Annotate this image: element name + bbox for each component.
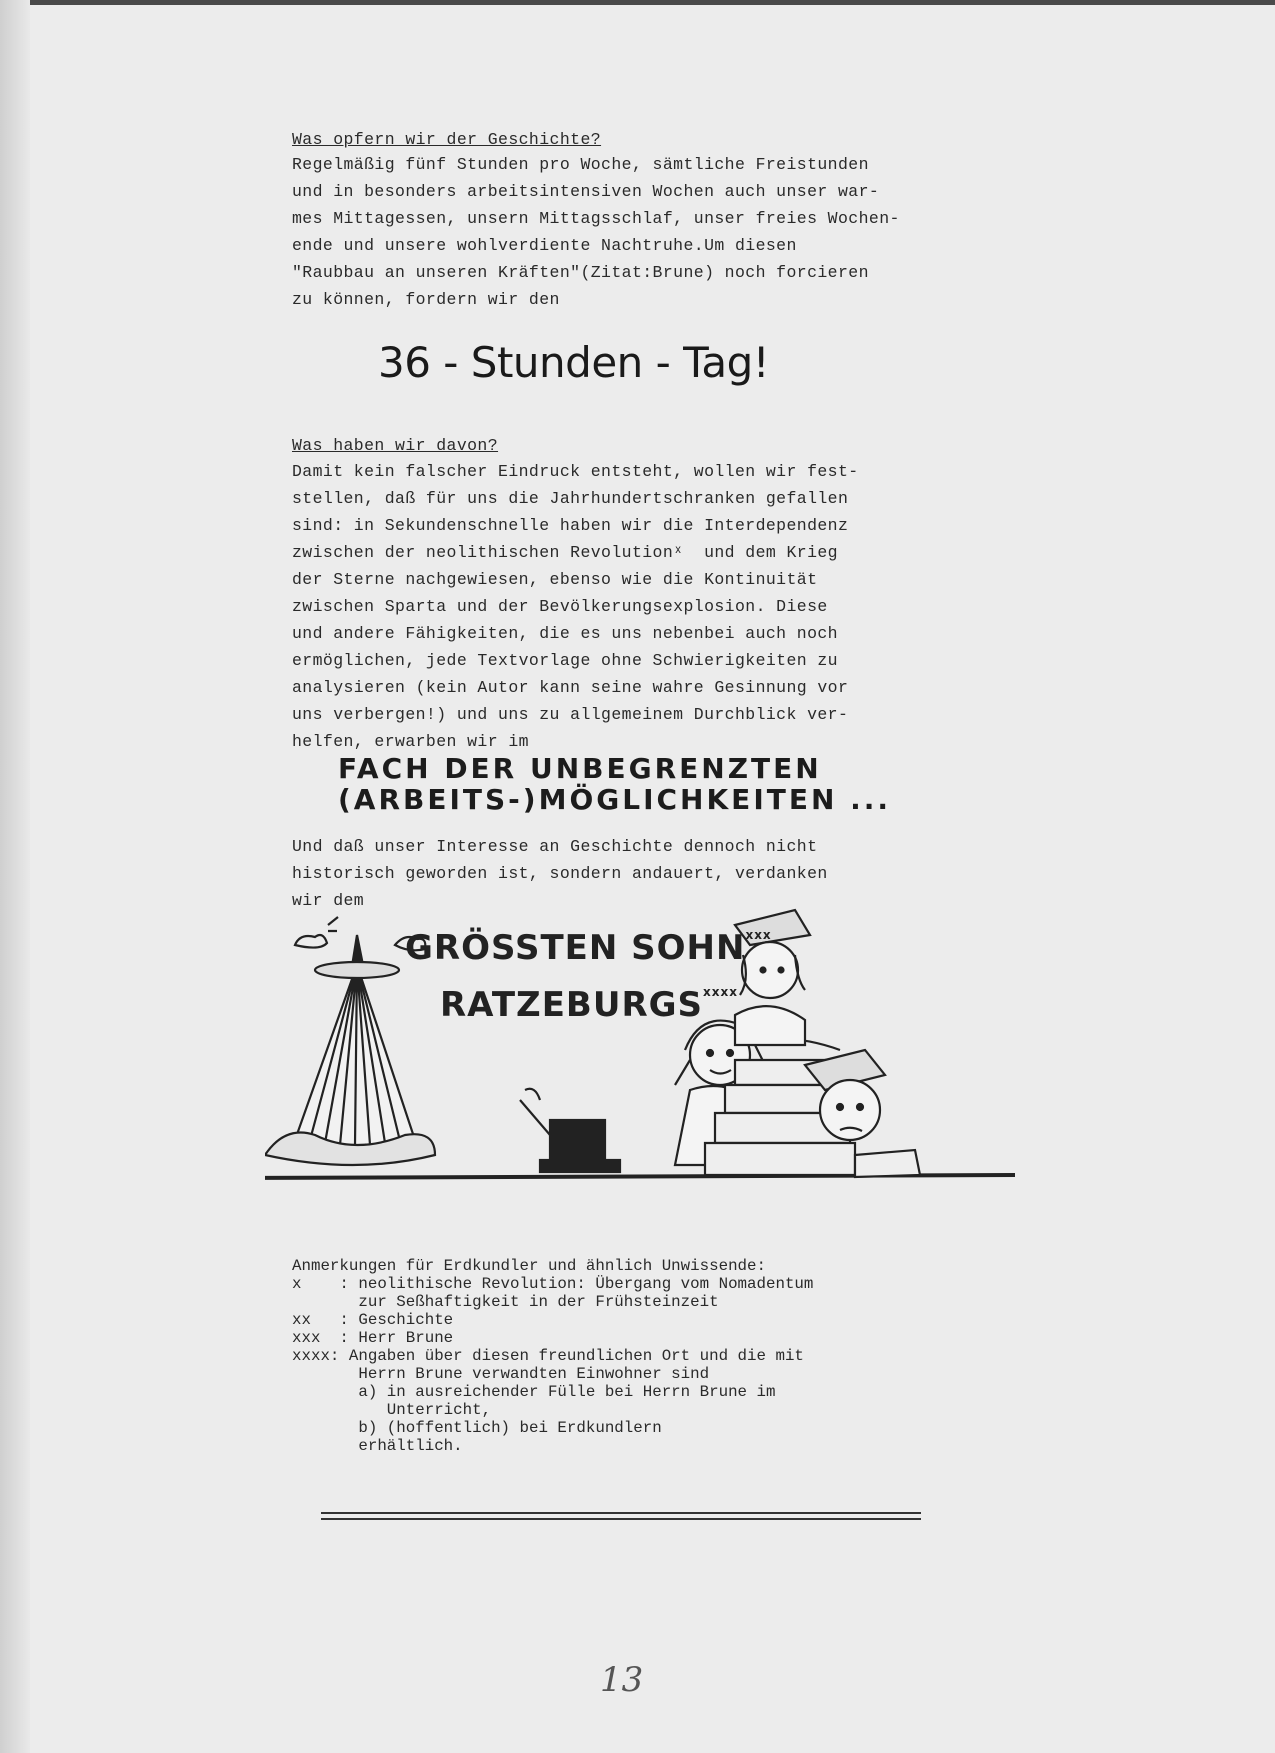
groessten-sohn-line: [405, 928, 772, 968]
section1-heading: Was opfern wir der Geschichte?: [292, 130, 602, 149]
section2-line: uns verbergen!) und uns zu allgemeinem Durchblick ver-: [292, 705, 849, 724]
divider-rule: [321, 1512, 921, 1514]
section3-line: Und daß unser Interesse an Geschichte dennoch nicht: [292, 837, 818, 856]
note-line: Unterricht,: [292, 1401, 492, 1419]
section2-heading: Was haben wir davon?: [292, 436, 499, 455]
slogan-36-stunden-tag: 36 - Stunden - Tag!: [378, 338, 770, 387]
note-line: xx : Geschichte: [292, 1311, 454, 1329]
note-line: xxx : Herr Brune: [292, 1329, 454, 1347]
section3-line: historisch geworden ist, sondern andauert, verdanken: [292, 864, 828, 883]
note-line: erhältlich.: [292, 1437, 463, 1455]
section2-line: Damit kein falscher Eindruck entsteht, wollen wir fest-: [292, 462, 859, 481]
section1-line: "Raubbau an unseren Kräften"(Zitat:Brune) noch forcieren: [292, 263, 869, 282]
section3-line: wir dem: [292, 891, 365, 910]
footnote-mark-xxx: xxx: [745, 928, 772, 942]
ratzeburgs-line: [440, 985, 738, 1025]
ratzeburgs-text: RATZEBURGS: [440, 985, 704, 1025]
scan-page-edge: [0, 0, 30, 1753]
fach-line2: (ARBEITS-)MÖGLICHKEITEN ...: [338, 783, 892, 816]
scan-top-edge: [0, 0, 1275, 5]
section2-line: und andere Fähigkeiten, die es uns nebenbei auch noch: [292, 624, 838, 643]
page-number: 13: [600, 1660, 644, 1700]
note-line: zur Seßhaftigkeit in der Frühsteinzeit: [292, 1293, 719, 1311]
section1-line: zu können, fordern wir den: [292, 290, 560, 309]
section1-line: Regelmäßig fünf Stunden pro Woche, sämtliche Freistunden: [292, 155, 869, 174]
section2-line: sind: in Sekundenschnelle haben wir die Interdependenz: [292, 516, 849, 535]
fach-line1: FACH DER UNBEGRENZTEN: [338, 752, 822, 785]
note-line: Herrn Brune verwandten Einwohner sind: [292, 1365, 710, 1383]
note-line: x : neolithische Revolution: Übergang vom Nomadentum: [292, 1275, 814, 1293]
note-line: b) (hoffentlich) bei Erdkundlern: [292, 1419, 662, 1437]
section2-line: analysieren (kein Autor kann seine wahre Gesinnung vor: [292, 678, 849, 697]
note-line: xxxx: Angaben über diesen freundlichen Ort und die mit: [292, 1347, 804, 1365]
section2-line: der Sterne nachgewiesen, ebenso wie die Kontinuität: [292, 570, 818, 589]
divider-rule: [321, 1518, 921, 1520]
groessten-sohn-text: GRÖSSTEN SOHN: [405, 928, 746, 968]
footnote-mark-xxxx: xxxx: [703, 985, 738, 999]
section2-line: zwischen Sparta und der Bevölkerungsexplosion. Diese: [292, 597, 828, 616]
note-line: a) in ausreichender Fülle bei Herrn Brune im: [292, 1383, 776, 1401]
section2-line: ermöglichen, jede Textvorlage ohne Schwierigkeiten zu: [292, 651, 838, 670]
section1-line: und in besonders arbeitsintensiven Wochen auch unser war-: [292, 182, 880, 201]
section2-line: helfen, erwarben wir im: [292, 732, 529, 751]
section2-line: zwischen der neolithischen Revolutionˣ und dem Krieg: [292, 543, 838, 562]
section1-line: mes Mittagessen, unsern Mittagsschlaf, unser freies Wochen-: [292, 209, 900, 228]
section1-line: ende und unsere wohlverdiente Nachtruhe.Um diesen: [292, 236, 797, 255]
notes-title: Anmerkungen für Erdkundler und ähnlich Unwissende:: [292, 1257, 766, 1275]
section2-line: stellen, daß für uns die Jahrhundertschranken gefallen: [292, 489, 849, 508]
